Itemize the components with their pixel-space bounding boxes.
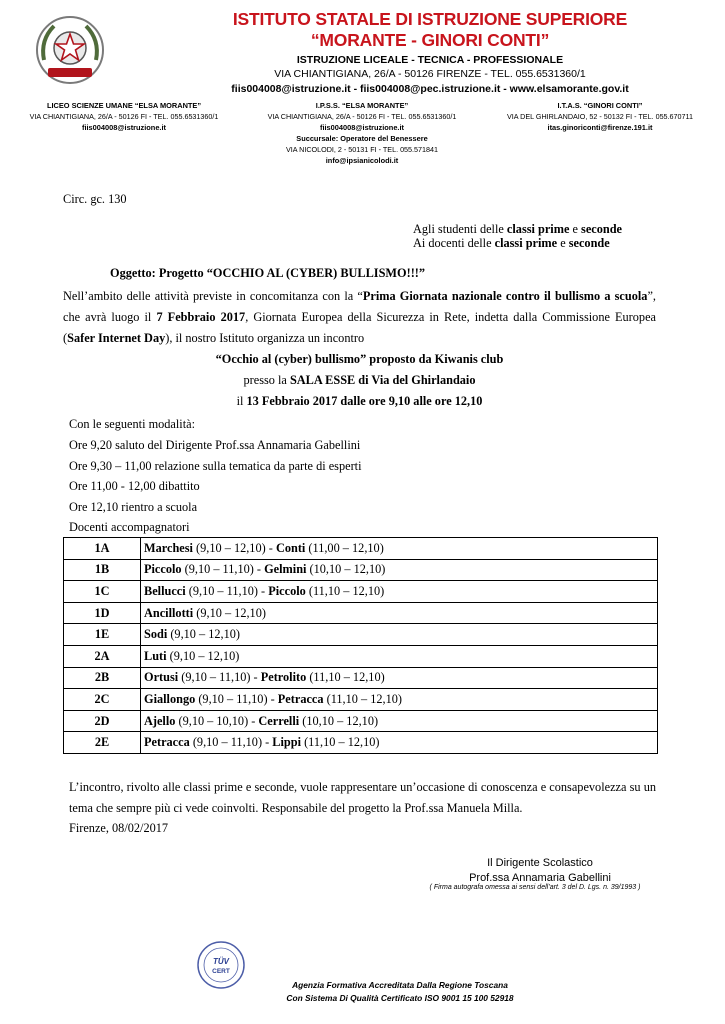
class-cell: 2D <box>64 710 141 732</box>
event-date: il 13 Febbraio 2017 dalle ore 9,10 alle ore 12,10 <box>236 394 483 408</box>
recipients-teachers: Ai docenti delle classi prime e seconde <box>413 236 610 250</box>
class-cell: 1B <box>64 559 141 581</box>
teachers-cell: Giallongo (9,10 – 11,10) - Petracca (11,10 – 12,10) <box>141 689 658 711</box>
place-date: Firenze, 08/02/2017 <box>69 821 169 835</box>
branch-ipss <box>246 100 478 166</box>
paragraph-line3: (Safer Internet Day), il nostro Istituto organizza un incontro <box>63 331 365 345</box>
class-cell: 2A <box>64 645 141 667</box>
teachers-cell: Bellucci (9,10 – 11,10) - Piccolo (11,10 – 12,10) <box>141 581 658 603</box>
school-address: VIA CHIANTIGIANA, 26/A - 50126 FIRENZE - TEL. 055.6531360/1 <box>274 68 586 80</box>
class-cell: 1E <box>64 624 141 646</box>
teachers-cell: Petracca (9,10 – 11,10) - Lippi (11,10 – 12,10) <box>141 732 658 754</box>
paragraph-line1: Nell’ambito delle attività previste in concomitanza con la “Prima Giornata nazionale contro il bullismo a scuola”, <box>63 289 656 303</box>
class-cell: 1D <box>64 602 141 624</box>
branch-address: VIA CHIANTIGIANA, 26/A - 50126 FI - TEL. 055.6531360/1 <box>267 112 457 121</box>
class-cell: 1A <box>64 538 141 560</box>
branch-liceo <box>8 100 240 133</box>
paragraph-line2: che avrà luogo il 7 Febbraio 2017, Giornata Europea della Sicurezza in Rete, indetta dalla Commissione Europea <box>63 310 656 324</box>
school-title-line2: “MORANTE - GINORI CONTI” <box>310 30 550 50</box>
event-place: presso la SALA ESSE di Via del Ghirlandaio <box>243 373 476 387</box>
recipients-students: Agli studenti delle classi prime e seconde <box>413 222 623 236</box>
teachers-cell: Piccolo (9,10 – 11,10) - Gelmini (10,10 – 12,10) <box>141 559 658 581</box>
teachers-cell: Marchesi (9,10 – 12,10) - Conti (11,00 – 12,10) <box>141 538 658 560</box>
teachers-heading: Docenti accompagnatori <box>69 520 190 534</box>
event-title: “Occhio al (cyber) bullismo” proposto da Kiwanis club <box>215 352 504 366</box>
branch-itas <box>484 100 716 133</box>
schedule-item: Ore 9,30 – 11,00 relazione sulla tematica da parte di esperti <box>69 459 362 473</box>
teachers-table <box>63 537 658 754</box>
class-cell: 1C <box>64 581 141 603</box>
table-row <box>64 732 658 754</box>
teachers-cell: Ancillotti (9,10 – 12,10) <box>141 602 658 624</box>
footer-accreditation: Agenzia Formativa Accreditata Dalla Regione Toscana <box>292 980 508 990</box>
svg-text:TÜV: TÜV <box>213 957 229 966</box>
teachers-cell: Ajello (9,10 – 10,10) - Cerrelli (10,10 – 12,10) <box>141 710 658 732</box>
table-row <box>64 710 658 732</box>
closing-line1: L’incontro, rivolto alle classi prime e seconde, vuole rappresentare un’occasione di conoscenza e consapevolezza su un <box>69 780 656 794</box>
schedule-item: Ore 12,10 rientro a scuola <box>69 500 198 514</box>
branch-succursale-email: info@ipsianicolodi.it <box>325 156 399 165</box>
closing-line2: tema che sempre più ci vede coinvolti. Responsabile del progetto la Prof.ssa Manuela Milla. <box>69 801 523 815</box>
school-title-line1: ISTITUTO STATALE DI ISTRUZIONE SUPERIORE <box>232 9 628 29</box>
branch-name: I.T.A.S. “GINORI CONTI” <box>557 101 643 110</box>
teachers-cell: Ortusi (9,10 – 11,10) - Petrolito (11,10 – 12,10) <box>141 667 658 689</box>
schedule-item: Ore 11,00 - 12,00 dibattito <box>69 479 200 493</box>
schedule-item: Ore 9,20 saluto del Dirigente Prof.ssa Annamaria Gabellini <box>69 438 361 452</box>
branch-email: fiis004008@istruzione.it <box>81 123 167 132</box>
svg-text:CERT: CERT <box>212 968 230 975</box>
signature-role: Il Dirigente Scolastico <box>487 857 593 869</box>
branch-address: VIA DEL GHIRLANDAIO, 52 - 50132 FI - TEL. 055.670711 <box>506 112 694 121</box>
subject-line: Oggetto: Progetto “OCCHIO AL (CYBER) BULLISMO!!!” <box>110 266 426 280</box>
table-row <box>64 581 658 603</box>
table-row <box>64 602 658 624</box>
table-row <box>64 559 658 581</box>
branch-name: LICEO SCIENZE UMANE “ELSA MORANTE” <box>46 101 202 110</box>
signature-name: Prof.ssa Annamaria Gabellini <box>469 872 611 884</box>
signature-note: ( Firma autografa omessa ai sensi dell’art. 3 del D. Lgs. n. 39/1993 ) <box>429 884 641 891</box>
table-row <box>64 645 658 667</box>
school-contacts: fiis004008@istruzione.it - fiis004008@pec.istruzione.it - www.elsamorante.gov.it <box>231 83 629 95</box>
table-row <box>64 624 658 646</box>
schedule-intro: Con le seguenti modalità: <box>69 417 196 431</box>
teachers-cell: Luti (9,10 – 12,10) <box>141 645 658 667</box>
teachers-cell: Sodi (9,10 – 12,10) <box>141 624 658 646</box>
class-cell: 2C <box>64 689 141 711</box>
italian-republic-emblem <box>34 14 106 86</box>
table-row <box>64 538 658 560</box>
class-cell: 2E <box>64 732 141 754</box>
school-subtitle: ISTRUZIONE LICEALE - TECNICA - PROFESSIONALE <box>296 54 564 66</box>
branch-address: VIA CHIANTIGIANA, 26/A - 50126 FI - TEL. 055.6531360/1 <box>29 112 219 121</box>
class-cell: 2B <box>64 667 141 689</box>
branch-email: fiis004008@istruzione.it <box>319 123 405 132</box>
branch-succursale-name: Succursale: Operatore del Benessere <box>296 134 428 143</box>
table-row <box>64 689 658 711</box>
branch-succursale-address: VIA NICOLODI, 2 - 50131 FI - TEL. 055.571841 <box>285 145 439 154</box>
branch-name: I.P.S.S. “ELSA MORANTE” <box>315 101 409 110</box>
table-row <box>64 667 658 689</box>
circular-number: Circ. gc. 130 <box>63 192 127 206</box>
footer-iso-certification: Con Sistema Di Qualità Certificato ISO 9001 15 100 52918 <box>286 993 514 1003</box>
branch-email: itas.ginoriconti@firenze.191.it <box>547 123 653 132</box>
